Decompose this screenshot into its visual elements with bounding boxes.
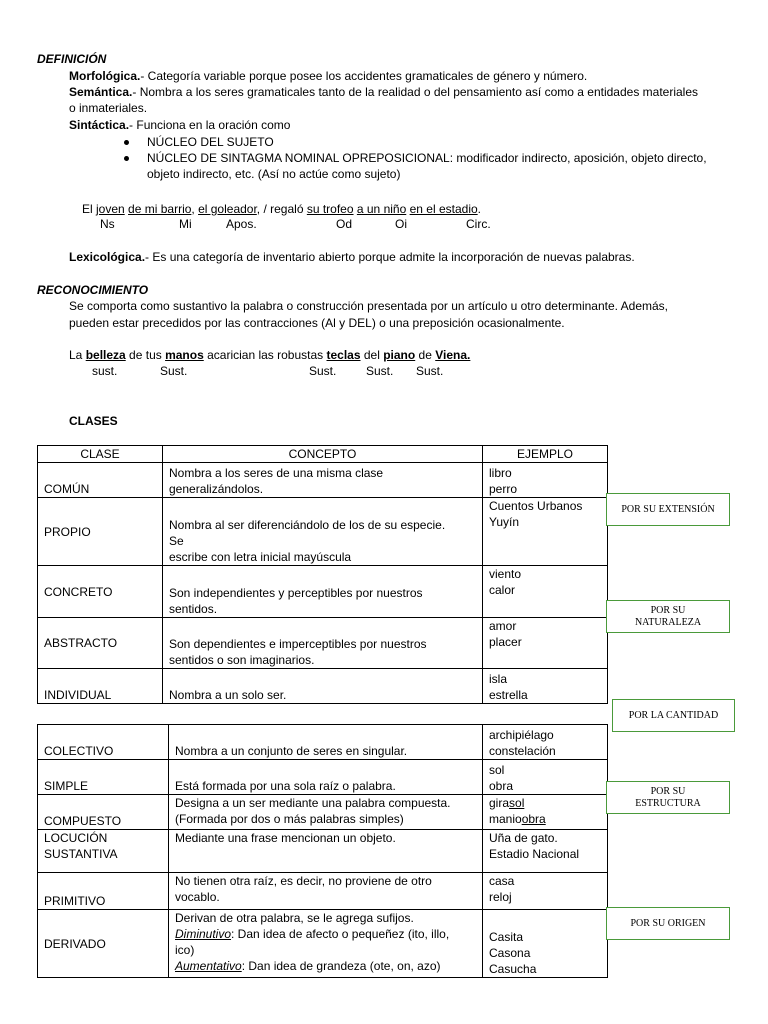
concepto-cell: No tienen otra raíz, es decir, no proviene de otro vocablo. bbox=[169, 873, 483, 910]
clase-cell: DERIVADO bbox=[38, 910, 169, 978]
clases-table-2 bbox=[37, 724, 608, 978]
example-word: acarician las robustas bbox=[203, 348, 327, 362]
reconocimiento-text-cont: pueden estar precedidos por las contracciones (Al y DEL) o una preposición ocasionalmente. bbox=[69, 316, 565, 330]
ejemplo-cell: isla estrella bbox=[483, 669, 608, 704]
bullet-text: NÚCLEO DEL SUJETO bbox=[147, 135, 274, 149]
example-noun: manos bbox=[165, 348, 204, 362]
clase-cell: SIMPLE bbox=[38, 760, 169, 795]
label-sust: Sust. bbox=[160, 364, 188, 378]
label-od: Od bbox=[336, 217, 353, 231]
bullet-text: objeto indirecto, etc. (Así no actúe como sujeto) bbox=[147, 167, 401, 181]
label-sust: Sust. bbox=[366, 364, 394, 378]
table-row bbox=[38, 618, 608, 669]
label-mi: Mi bbox=[179, 217, 192, 231]
ejemplo-cell: amor placer bbox=[483, 618, 608, 669]
concepto-cell: Nombra a un conjunto de seres en singular. bbox=[169, 725, 483, 760]
table-row bbox=[38, 830, 608, 873]
sintactica-bullets bbox=[147, 134, 707, 182]
concepto-cell: Nombra a los seres de una misma clase generalizándolos. bbox=[163, 463, 483, 498]
ejemplo-cell: libro perro bbox=[483, 463, 608, 498]
example-word: , bbox=[191, 202, 199, 216]
ejemplo-cell: Uña de gato. Estadio Nacional bbox=[483, 830, 608, 873]
clases-heading: CLASES bbox=[69, 414, 118, 428]
ejemplo-cell: casa reloj bbox=[483, 873, 608, 910]
side-label-estructura: POR SU ESTRUCTURA bbox=[606, 781, 730, 814]
bullet-item-cont bbox=[147, 166, 707, 182]
concepto-cell: Mediante una frase mencionan un objeto. bbox=[169, 830, 483, 873]
clase-cell: COMÚN bbox=[38, 463, 163, 498]
example-word: , / regaló bbox=[256, 202, 307, 216]
label-circ: Circ. bbox=[466, 217, 491, 231]
clase-cell: ABSTRACTO bbox=[38, 618, 163, 669]
morfologica-text: - Categoría variable porque posee los accidentes gramaticales de género y número. bbox=[140, 69, 588, 83]
concepto-cell: Está formada por una sola raíz o palabra. bbox=[169, 760, 483, 795]
clase-cell: COLECTIVO bbox=[38, 725, 169, 760]
concepto-cell: Son dependientes e imperceptibles por nuestros sentidos o son imaginarios. bbox=[163, 618, 483, 669]
header-clase: CLASE bbox=[38, 446, 163, 463]
ejemplo-cell: archipiélago constelación bbox=[483, 725, 608, 760]
concepto-cell: Son independientes y perceptibles por nuestros sentidos. bbox=[163, 566, 483, 618]
clase-cell: PROPIO bbox=[38, 498, 163, 566]
table-row bbox=[38, 760, 608, 795]
table-row bbox=[38, 463, 608, 498]
semantica-label: Semántica. bbox=[69, 85, 133, 99]
reconocimiento-example bbox=[69, 347, 470, 363]
ejemplo-cell: Cuentos Urbanos Yuyín bbox=[483, 498, 608, 566]
example-oi: a un niño bbox=[356, 202, 407, 216]
example-word: de tus bbox=[125, 348, 166, 362]
example-noun: Viena. bbox=[435, 348, 471, 362]
example-word: de bbox=[415, 348, 436, 362]
clase-cell: COMPUESTO bbox=[38, 795, 169, 830]
reconocimiento-text: Se comporta como sustantivo la palabra o construcción presentada por un artículo u otro determinante. Además, bbox=[69, 299, 669, 313]
sintactica-line bbox=[69, 117, 290, 133]
concepto-cell: Nombra al ser diferenciándolo de los de su especie. Se escribe con letra inicial mayúscula bbox=[163, 498, 483, 566]
side-label-cantidad: POR LA CANTIDAD bbox=[612, 699, 735, 732]
side-label-extension: POR SU EXTENSIÓN bbox=[606, 493, 730, 526]
example-circ: en el estadio bbox=[409, 202, 478, 216]
label-ns: Ns bbox=[100, 217, 115, 231]
example-noun: belleza bbox=[85, 348, 126, 362]
side-label-naturaleza: POR SU NATURALEZA bbox=[606, 600, 730, 633]
example-mi: de mi barrio bbox=[128, 202, 192, 216]
table-row bbox=[38, 566, 608, 618]
example-word: . bbox=[477, 202, 482, 216]
example-word: del bbox=[360, 348, 384, 362]
example-od: su trofeo bbox=[306, 202, 354, 216]
bullet-text: NÚCLEO DE SINTAGMA NOMINAL OPREPOSICIONAL: modificador indirecto, aposición, objeto directo, bbox=[147, 151, 707, 165]
concepto-cell: Nombra a un solo ser. bbox=[163, 669, 483, 704]
table-row bbox=[38, 498, 608, 566]
ejemplo-cell: sol obra bbox=[483, 760, 608, 795]
clases-table-1 bbox=[37, 445, 608, 704]
semantica-text-cont: o inmateriales. bbox=[69, 101, 148, 115]
definicion-heading: DEFINICIÓN bbox=[37, 52, 107, 66]
label-sust: Sust. bbox=[309, 364, 337, 378]
example-word: La bbox=[69, 348, 86, 362]
clase-cell: CONCRETO bbox=[38, 566, 163, 618]
table-row bbox=[38, 873, 608, 910]
header-ejemplo: EJEMPLO bbox=[483, 446, 608, 463]
example-ns: joven bbox=[96, 202, 125, 216]
example-apos: el goleador bbox=[198, 202, 257, 216]
clase-cell: LOCUCIÓN SUSTANTIVA bbox=[38, 830, 169, 873]
label-apos: Apos. bbox=[226, 217, 257, 231]
bullet-item bbox=[147, 150, 707, 166]
concepto-cell: Derivan de otra palabra, se le agrega sufijos. Diminutivo: Dan idea de afecto o pequeñez (ito, illo, ico) Aumentativo: Dan idea de grandeza (ote, on, azo) bbox=[169, 910, 483, 978]
table-header-row bbox=[38, 446, 608, 463]
table-row bbox=[38, 795, 608, 830]
morfologica-line bbox=[69, 68, 587, 84]
example-word: El bbox=[82, 202, 97, 216]
clase-cell: INDIVIDUAL bbox=[38, 669, 163, 704]
morfologica-label: Morfológica. bbox=[69, 69, 141, 83]
lexicologica-line bbox=[69, 249, 635, 265]
semantica-text: - Nombra a los seres gramaticales tanto de la realidad o del pensamiento así como a entidades materiales bbox=[132, 85, 699, 99]
bullet-item bbox=[147, 134, 707, 150]
concepto-cell: Designa a un ser mediante una palabra compuesta. (Formada por dos o más palabras simples) bbox=[169, 795, 483, 830]
lexicologica-text: - Es una categoría de inventario abierto porque admite la incorporación de nuevas palabras. bbox=[145, 250, 635, 264]
label-sust: sust. bbox=[92, 364, 118, 378]
table-row bbox=[38, 725, 608, 760]
table-row bbox=[38, 669, 608, 704]
ejemplo-cell: girasol manioobra bbox=[483, 795, 608, 830]
sintactica-text: - Funciona en la oración como bbox=[129, 118, 291, 132]
side-label-origen: POR SU ORIGEN bbox=[606, 907, 730, 940]
example-noun: teclas bbox=[326, 348, 361, 362]
example-noun: piano bbox=[383, 348, 416, 362]
reconocimiento-heading: RECONOCIMIENTO bbox=[37, 283, 149, 297]
table-row bbox=[38, 910, 608, 978]
sintactica-label: Sintáctica. bbox=[69, 118, 130, 132]
ejemplo-cell: Casita Casona Casucha bbox=[483, 910, 608, 978]
header-concepto: CONCEPTO bbox=[163, 446, 483, 463]
label-sust: Sust. bbox=[416, 364, 444, 378]
lexicologica-label: Lexicológica. bbox=[69, 250, 146, 264]
label-oi: Oi bbox=[395, 217, 407, 231]
semantica-line bbox=[69, 84, 698, 100]
clase-cell: PRIMITIVO bbox=[38, 873, 169, 910]
ejemplo-cell: viento calor bbox=[483, 566, 608, 618]
example-sentence bbox=[82, 201, 481, 217]
